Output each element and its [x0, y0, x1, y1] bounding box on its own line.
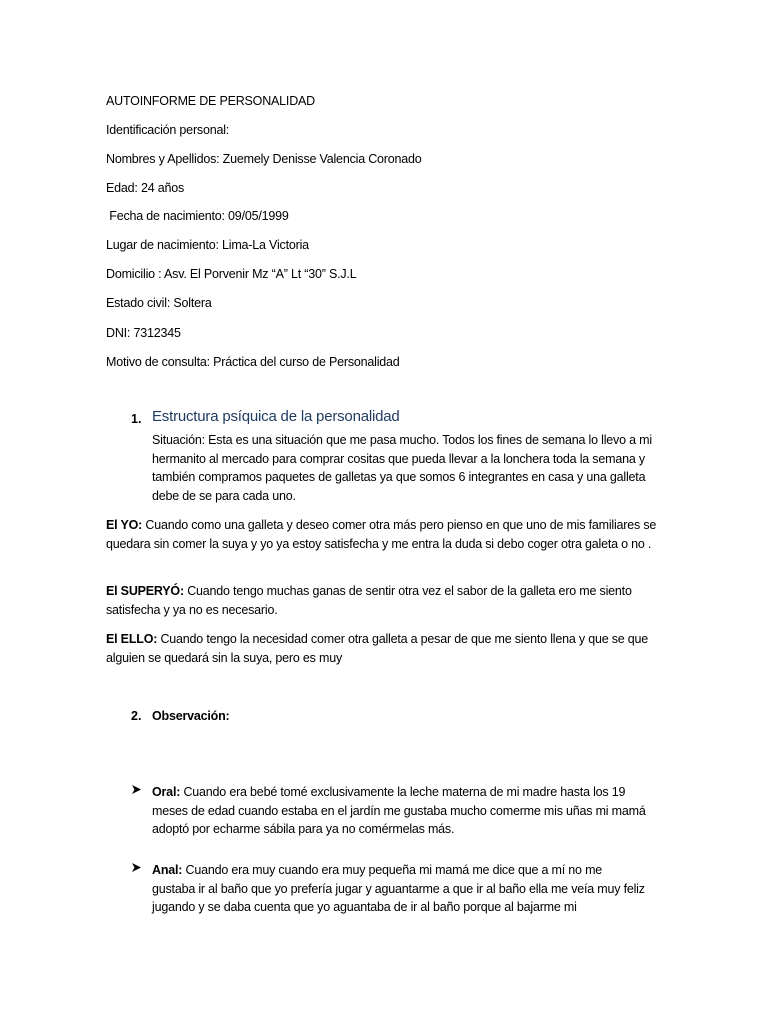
- field-dni: DNI: 7312345: [106, 326, 181, 340]
- document-title: AUTOINFORME DE PERSONALIDAD: [106, 94, 315, 108]
- paragraph-oral: [152, 783, 664, 839]
- arrow-bullet-icon: [131, 862, 142, 876]
- field-fecha-nacimiento: Fecha de nacimiento: 09/05/1999: [106, 209, 289, 223]
- field-nombres: Nombres y Apellidos: Zuemely Denisse Valencia Coronado: [106, 152, 422, 166]
- section1-situacion: Situación: Esta es una situación que me pasa mucho. Todos los fines de semana lo llevo a mi hermanito al mercado para comprar cositas que pueda llevar a la lonchera toda la semana y también compramos paquetes de galletas ya que somos 6 integrantes en casa y una galleta debe de se para cada uno.: [152, 433, 652, 503]
- section2-number: 2.: [131, 709, 142, 723]
- arrow-bullet-icon: [131, 784, 142, 798]
- oral-label: Oral:: [152, 785, 181, 799]
- identification-heading: Identificación personal:: [106, 123, 230, 137]
- anal-text: Cuando era muy cuando era muy pequeña mi mamá me dice que a mí no me gustaba ir al baño que yo prefería jugar y aguantarme a que ir al baño ella me veía muy feliz jugando y se daba cuenta que yo aguantaba de ir al baño porque al bajarme mi: [152, 863, 645, 914]
- paragraph-ello: [106, 630, 666, 667]
- field-domicilio: Domicilio : Asv. El Porvenir Mz “A” Lt “30” S.J.L: [106, 267, 357, 281]
- ello-text: Cuando tengo la necesidad comer otra galleta a pesar de que me siento llena y que se que alguien se quedará sin la suya, pero es muy: [106, 632, 649, 665]
- oral-text: Cuando era bebé tomé exclusivamente la leche materna de mi madre hasta los 19 meses de edad cuando estaba en el jardín me gustaba mucho comerme mis uñas mi mamá adoptó por echarme sábila para ya no comérmelas más.: [152, 785, 646, 836]
- field-estado-civil: Estado civil: Soltera: [106, 296, 212, 310]
- paragraph-anal: [152, 861, 648, 917]
- section1-number: 1.: [131, 412, 142, 426]
- section2-heading: Observación:: [152, 709, 230, 723]
- section1-heading: Estructura psíquica de la personalidad: [152, 408, 400, 425]
- yo-label: El YO:: [106, 518, 143, 532]
- anal-label: Anal:: [152, 863, 183, 877]
- yo-text: Cuando como una galleta y deseo comer otra más pero pienso en que uno de mis familiares se quedara sin comer la suya y yo ya estoy satisfecha y me entra la duda si debo coger otra galeta o no .: [106, 518, 657, 551]
- ello-label: El ELLO:: [106, 632, 158, 646]
- superyo-label: El SUPERYÓ:: [106, 584, 184, 598]
- paragraph-superyo: [106, 582, 646, 619]
- paragraph-yo: [106, 516, 666, 553]
- field-edad: Edad: 24 años: [106, 181, 185, 195]
- field-lugar-nacimiento: Lugar de nacimiento: Lima-La Victoria: [106, 238, 309, 252]
- field-motivo-consulta: Motivo de consulta: Práctica del curso de Personalidad: [106, 355, 400, 369]
- superyo-text: Cuando tengo muchas ganas de sentir otra vez el sabor de la galleta ero me siento satisfecha y ya no es necesario.: [106, 584, 632, 617]
